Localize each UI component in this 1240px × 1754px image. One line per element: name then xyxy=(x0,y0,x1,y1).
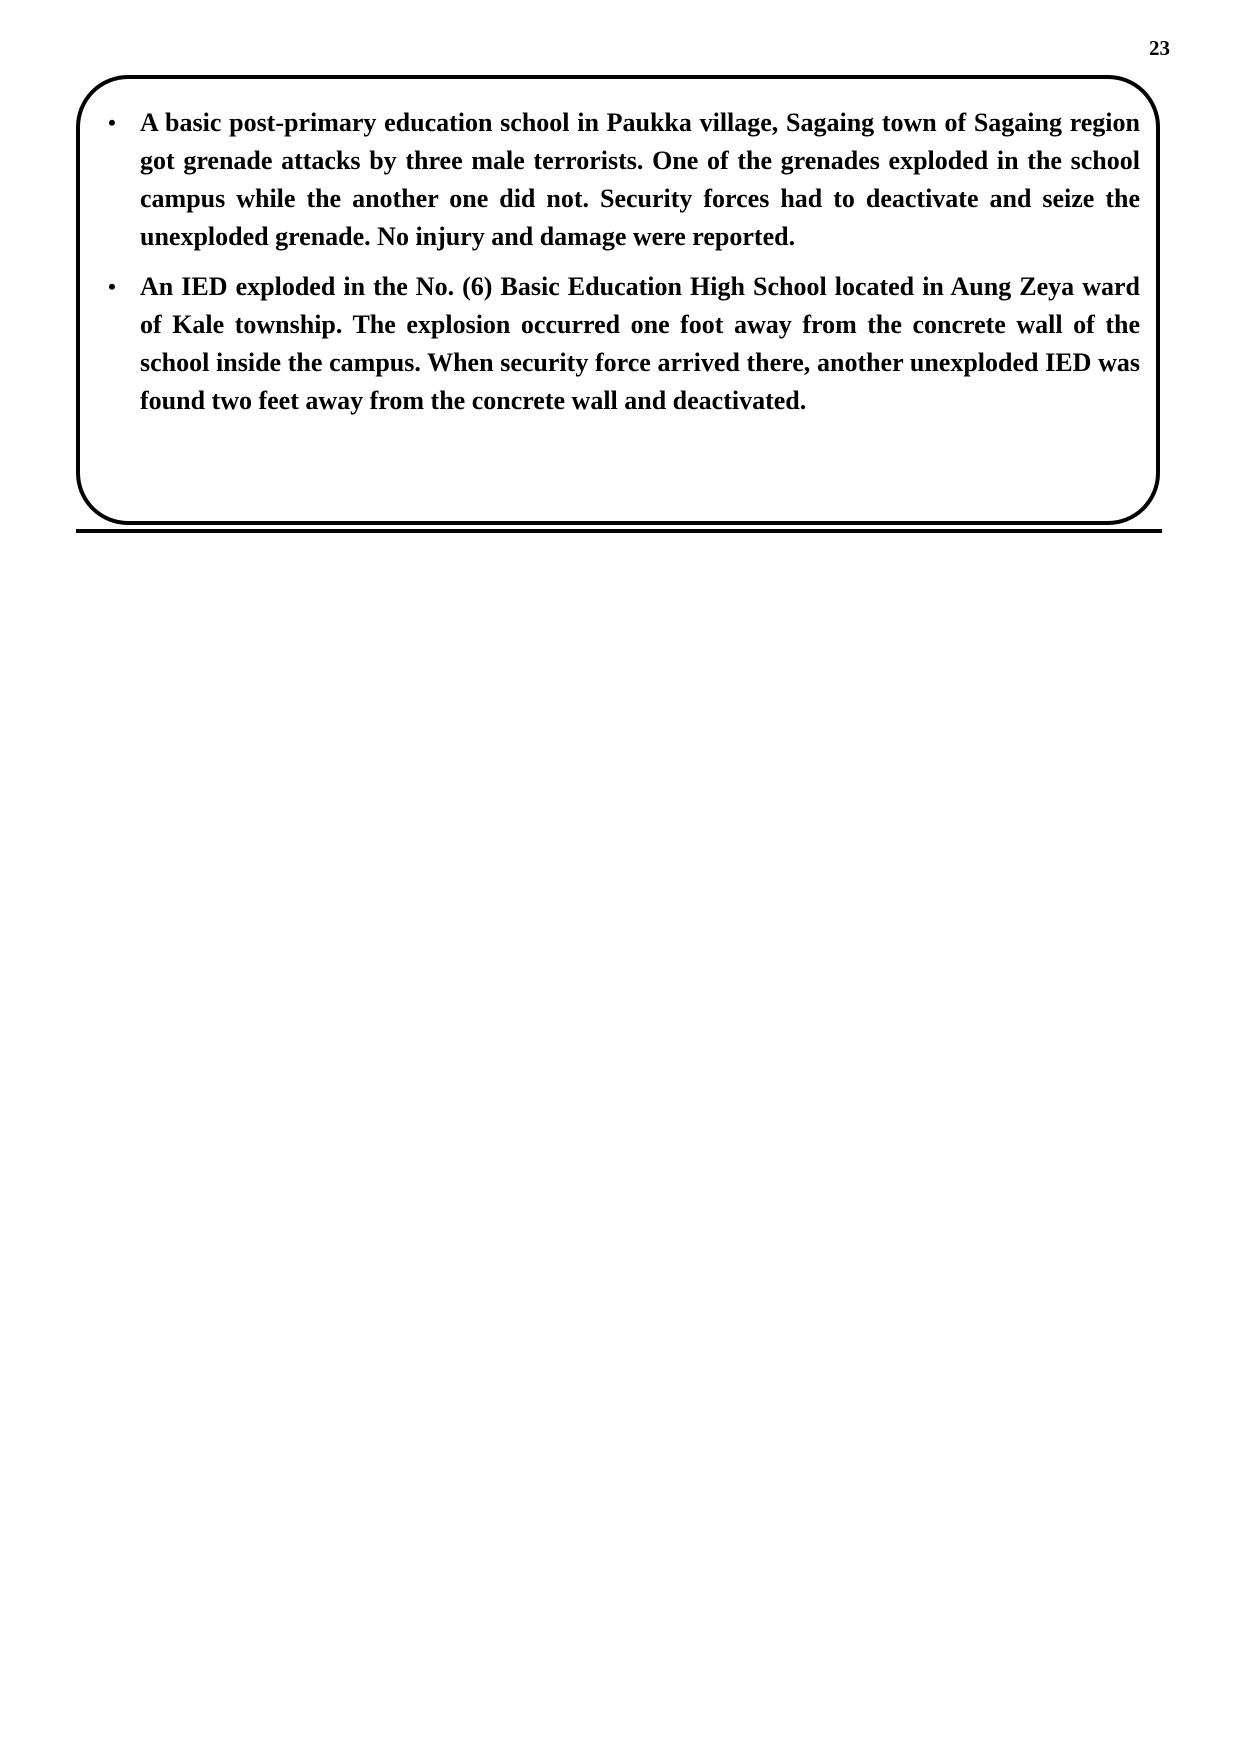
bullet-dot-icon: • xyxy=(108,274,116,299)
page-number: 23 xyxy=(1149,36,1170,60)
bottom-rule xyxy=(76,529,1162,533)
bullet-text-1: A basic post-primary education school in Paukka village, Sagaing town of Sagaing region got grenade attacks by three male terrorists. One of the grenades exploded in the school campus while the another one did not. Security forces had to deactivate and seize the unexploded grenade. No injury and damage were reported. xyxy=(140,108,1140,251)
bullet-dot-icon: • xyxy=(108,110,116,135)
bullet-item-1 xyxy=(108,104,1140,256)
bullet-text-2: An IED exploded in the No. (6) Basic Education High School located in Aung Zeya ward of Kale township. The explosion occurred one foot away from the concrete wall of the school inside the campus. When security force arrived there, another unexploded IED was found two feet away from the concrete wall and deactivated. xyxy=(140,272,1140,415)
bullet-item-2 xyxy=(108,268,1140,420)
bullet-list xyxy=(108,104,1140,432)
